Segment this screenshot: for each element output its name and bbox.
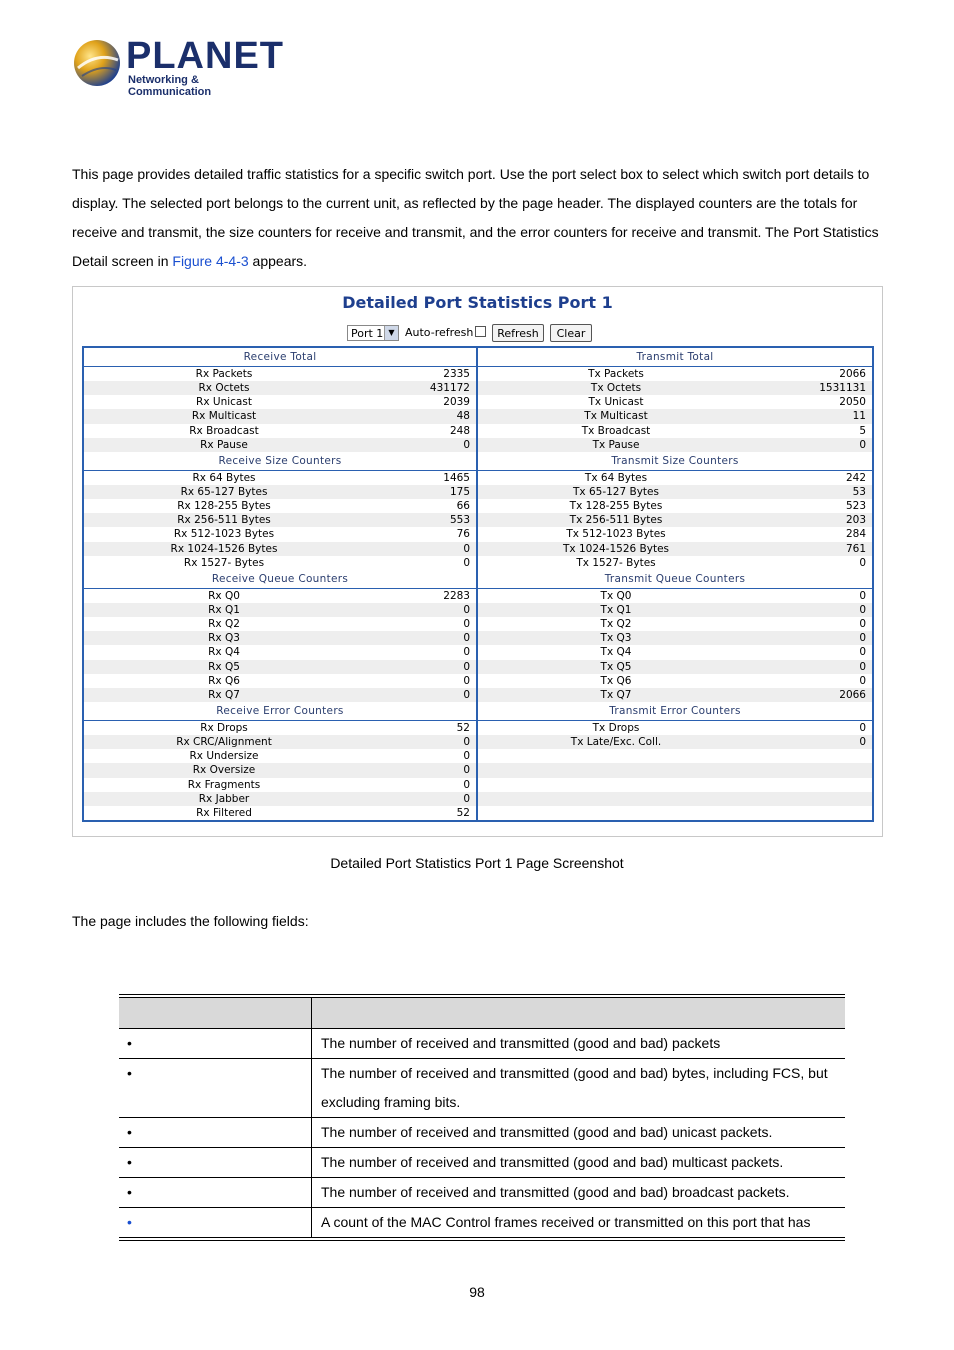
rx-counter-value: 0: [463, 736, 470, 749]
rx-counter-value: 76: [456, 528, 470, 541]
tx-counter-label: Tx Octets: [590, 382, 642, 395]
table-header: [119, 998, 845, 1029]
tx-counter-value: 242: [845, 471, 866, 484]
header-object-cell: [119, 998, 312, 1028]
rx-cell: [84, 806, 478, 820]
stats-row: [84, 806, 872, 820]
tx-cell: [478, 409, 872, 423]
rx-cell: [84, 471, 478, 485]
stats-row: [84, 513, 872, 527]
refresh-button[interactable]: Refresh: [492, 324, 544, 342]
rx-counter-label: Rx Q4: [208, 646, 240, 659]
figure-link[interactable]: Figure 4-4-3: [172, 253, 249, 269]
rx-counter-label: Rx Q7: [208, 688, 240, 701]
section-header: [84, 570, 872, 589]
field-row: [119, 1208, 845, 1238]
field-object-cell: [119, 1059, 312, 1117]
rx-counter-label: Rx Unicast: [196, 396, 252, 409]
field-table: [119, 994, 845, 1241]
tx-counter-value: 11: [852, 410, 866, 423]
rx-counter-value: 1465: [443, 471, 470, 484]
stats-row: [84, 409, 872, 423]
tx-counter-label: Tx 128-255 Bytes: [569, 500, 663, 513]
rx-counter-label: Rx 128-255 Bytes: [177, 500, 271, 513]
rx-counter-value: 0: [463, 603, 470, 616]
tx-counter-value: 0: [859, 632, 866, 645]
screenshot-frame: [72, 286, 883, 837]
tx-counter-label: Tx 1527- Bytes: [576, 556, 656, 569]
stats-row: [84, 603, 872, 617]
field-row: [119, 1178, 845, 1208]
rx-counter-value: 2335: [443, 368, 470, 380]
intro-text-end: appears.: [248, 253, 308, 269]
tx-cell: [478, 735, 872, 749]
field-description: The number of received and transmitted (good and bad) bytes, including FCS, but excluding framing bits.: [321, 1065, 828, 1110]
rx-cell: [84, 688, 478, 702]
tx-counter-value: 53: [852, 485, 866, 498]
rx-counter-value: 0: [463, 688, 470, 701]
rx-cell: [84, 735, 478, 749]
planet-logo: [72, 35, 284, 98]
tx-counter-label: Tx Q2: [600, 618, 632, 631]
rx-cell: [84, 603, 478, 617]
rx-counter-label: Rx Q3: [208, 632, 240, 645]
tx-cell: [478, 603, 872, 617]
tx-counter-label: Tx 512-1023 Bytes: [566, 528, 666, 541]
rx-cell: [84, 367, 478, 381]
tx-counter-value: 2066: [839, 368, 866, 380]
tx-counter-label: Tx Q0: [600, 589, 632, 602]
rx-counter-label: Rx 1024-1526 Bytes: [170, 542, 278, 555]
stats-row: [84, 721, 872, 735]
clear-button[interactable]: Clear: [550, 324, 592, 342]
rx-counter-value: 0: [463, 542, 470, 555]
stats-row: [84, 617, 872, 631]
tx-counter-label: Tx Q1: [600, 603, 632, 616]
stats-row: [84, 735, 872, 749]
tx-counter-value: 284: [845, 528, 866, 541]
rx-counter-label: Rx 1527- Bytes: [183, 556, 265, 569]
rx-cell: [84, 527, 478, 541]
tx-cell: [478, 645, 872, 659]
rx-counter-value: 52: [456, 806, 470, 819]
rx-section-title: Receive Queue Counters: [84, 570, 478, 588]
tx-counter-value: 0: [859, 556, 866, 569]
tx-cell: [478, 792, 872, 806]
intro-text: This page provides detailed traffic statistics for a specific switch port. Use the port select box to select which switch port details to display. The selected port belongs to the current unit, as reflected by the page header. The displayed counters are the totals for receive and transmit, the size counters for receive and transmit, and the error counters for receive and transmit. The Port Statistics Detail screen in: [72, 166, 879, 269]
tx-counter-value: 0: [859, 618, 866, 631]
rx-counter-value: 48: [456, 410, 470, 423]
tx-counter-label: Tx Q7: [600, 688, 632, 701]
stats-row: [84, 381, 872, 395]
rx-counter-value: 431172: [429, 382, 470, 395]
logo-tagline: Networking & Communication: [128, 74, 212, 98]
rx-counter-label: Rx Jabber: [198, 792, 250, 805]
tx-counter-value: 523: [845, 500, 866, 513]
field-row: [119, 1118, 845, 1148]
stats-row: [84, 424, 872, 438]
rx-counter-label: Rx 512-1023 Bytes: [173, 528, 275, 541]
rx-counter-value: 0: [463, 556, 470, 569]
field-row: [119, 1059, 845, 1118]
rx-cell: [84, 778, 478, 792]
rx-counter-value: 0: [463, 438, 470, 451]
field-object-cell: [119, 1178, 312, 1207]
tx-counter-label: Tx Q4: [600, 646, 632, 659]
rx-counter-label: Rx Multicast: [191, 410, 257, 423]
field-object-cell: [119, 1208, 312, 1237]
tx-counter-value: 0: [859, 660, 866, 673]
rx-cell: [84, 617, 478, 631]
tx-section-title: Transmit Size Counters: [611, 454, 739, 467]
field-description: The number of received and transmitted (good and bad) packets: [321, 1035, 721, 1051]
bullet-icon: •: [127, 1035, 132, 1051]
tx-counter-label: Tx 65-127 Bytes: [573, 485, 659, 498]
rx-cell: [84, 485, 478, 499]
rx-counter-value: 0: [463, 632, 470, 645]
tx-counter-value: 0: [859, 646, 866, 659]
tx-counter-label: Tx Multicast: [584, 410, 648, 423]
stats-row: [84, 589, 872, 603]
stats-row: [84, 645, 872, 659]
tx-cell: [478, 674, 872, 688]
rx-cell: [84, 749, 478, 763]
stats-row: [84, 763, 872, 777]
globe-icon: [72, 38, 122, 88]
field-description: The number of received and transmitted (good and bad) broadcast packets.: [321, 1184, 790, 1200]
tx-counter-value: 0: [859, 721, 866, 734]
tx-section-title: Transmit Queue Counters: [604, 572, 746, 585]
stats-row: [84, 395, 872, 409]
tx-cell: [478, 424, 872, 438]
tx-counter-value: 203: [845, 514, 866, 527]
rx-counter-value: 0: [463, 792, 470, 805]
rx-counter-label: Rx 65-127 Bytes: [180, 485, 268, 498]
rx-section-title: Receive Total: [84, 348, 478, 366]
tx-counter-label: Tx Drops: [592, 721, 640, 734]
rx-cell: [84, 381, 478, 395]
stats-row: [84, 749, 872, 763]
tx-cell: [478, 381, 872, 395]
stats-row: [84, 471, 872, 485]
tx-counter-value: 0: [859, 603, 866, 616]
logo-wordmark: PLANET: [126, 35, 284, 77]
tx-counter-label: Tx Late/Exc. Coll.: [570, 736, 662, 749]
rx-cell: [84, 556, 478, 570]
bullet-icon: •: [127, 1214, 132, 1230]
tx-section-title: Transmit Total: [636, 351, 714, 363]
tx-cell: [478, 631, 872, 645]
port-statistics-table: [82, 346, 874, 822]
stats-row: [84, 631, 872, 645]
section-header: [84, 452, 872, 471]
port-select[interactable]: [347, 325, 399, 341]
tx-section-title: Transmit Error Counters: [609, 704, 741, 717]
tx-counter-label: Tx Packets: [588, 368, 644, 380]
field-object-cell: [119, 1118, 312, 1147]
stats-row: [84, 556, 872, 570]
auto-refresh-label: Auto-refresh: [405, 326, 474, 339]
bullet-icon: •: [127, 1154, 132, 1170]
rx-counter-value: 0: [463, 764, 470, 777]
rx-counter-label: Rx Octets: [198, 382, 250, 395]
tx-counter-label: Tx Broadcast: [581, 424, 651, 437]
section-header: [84, 348, 872, 367]
tx-counter-label: Tx 1024-1526 Bytes: [563, 542, 669, 555]
rx-counter-label: Rx 64 Bytes: [192, 471, 256, 484]
field-description: A count of the MAC Control frames received or transmitted on this port that has: [321, 1214, 811, 1230]
rx-cell: [84, 542, 478, 556]
tx-cell: [478, 589, 872, 603]
stats-row: [84, 688, 872, 702]
stats-row: [84, 367, 872, 381]
figure-caption: Detailed Port Statistics Port 1 Page Screenshot: [330, 855, 624, 871]
auto-refresh-checkbox[interactable]: [475, 326, 486, 337]
rx-counter-value: 0: [463, 674, 470, 687]
rx-cell: [84, 424, 478, 438]
tx-cell: [478, 513, 872, 527]
fields-intro: The page includes the following fields:: [72, 913, 309, 929]
rx-counter-label: Rx Q1: [208, 603, 240, 616]
stats-row: [84, 527, 872, 541]
rx-counter-label: Rx Undersize: [189, 750, 259, 763]
tx-cell: [478, 485, 872, 499]
rx-counter-label: Rx Broadcast: [189, 424, 259, 437]
tx-counter-label: Tx Q6: [600, 674, 632, 687]
rx-cell: [84, 589, 478, 603]
rx-counter-label: Rx Pause: [200, 438, 248, 451]
chevron-down-icon: ▼: [384, 326, 398, 340]
tx-cell: [478, 527, 872, 541]
rx-cell: [84, 395, 478, 409]
tx-counter-value: 0: [859, 736, 866, 749]
rx-counter-label: Rx Packets: [195, 368, 253, 380]
tx-cell: [478, 471, 872, 485]
field-description: The number of received and transmitted (good and bad) unicast packets.: [321, 1124, 773, 1140]
rx-cell: [84, 645, 478, 659]
rx-counter-value: 248: [449, 424, 470, 437]
stats-row: [84, 660, 872, 674]
section-header: [84, 702, 872, 721]
screenshot-title: Detailed Port Statistics Port 1: [342, 293, 613, 312]
field-row: [119, 1029, 845, 1059]
field-object-cell: [119, 1148, 312, 1177]
stats-row: [84, 485, 872, 499]
rx-counter-value: 66: [456, 500, 470, 513]
tx-counter-label: Tx Pause: [592, 438, 640, 451]
bullet-icon: •: [127, 1124, 132, 1140]
rx-cell: [84, 792, 478, 806]
rx-cell: [84, 674, 478, 688]
tx-cell: [478, 367, 872, 381]
tx-cell: [478, 617, 872, 631]
rx-cell: [84, 513, 478, 527]
rx-cell: [84, 631, 478, 645]
rx-counter-value: 175: [449, 485, 470, 498]
tx-counter-value: 761: [845, 542, 866, 555]
page-number: 98: [469, 1284, 485, 1300]
tx-counter-label: Tx Q5: [600, 660, 632, 673]
rx-counter-value: 0: [463, 660, 470, 673]
stats-row: [84, 499, 872, 513]
tx-counter-value: 0: [859, 438, 866, 451]
rx-counter-label: Rx Q0: [208, 589, 240, 602]
tx-cell: [478, 542, 872, 556]
rx-counter-label: Rx Fragments: [187, 778, 261, 791]
rx-cell: [84, 438, 478, 452]
rx-counter-value: 2039: [443, 396, 470, 409]
tx-counter-value: 0: [859, 674, 866, 687]
tx-counter-label: Tx Unicast: [588, 396, 644, 409]
rx-cell: [84, 499, 478, 513]
intro-paragraph: [72, 160, 887, 276]
tx-cell: [478, 763, 872, 777]
rx-counter-label: Rx Q6: [208, 674, 240, 687]
rx-counter-label: Rx Q5: [208, 660, 240, 673]
tx-counter-label: Tx 64 Bytes: [584, 471, 648, 484]
bullet-icon: •: [127, 1184, 132, 1200]
tx-cell: [478, 806, 872, 820]
rx-section-title: Receive Error Counters: [84, 702, 478, 720]
tx-counter-value: 5: [859, 424, 866, 437]
tx-counter-value: 2050: [839, 396, 866, 409]
tx-counter-value: 2066: [839, 688, 866, 701]
rx-counter-value: 0: [463, 646, 470, 659]
rx-counter-value: 553: [449, 514, 470, 527]
rx-counter-value: 52: [456, 721, 470, 734]
stats-row: [84, 542, 872, 556]
stats-row: [84, 438, 872, 452]
table-bottom-rule: [119, 1238, 845, 1241]
tx-cell: [478, 556, 872, 570]
rx-counter-label: Rx 256-511 Bytes: [177, 514, 271, 527]
tx-cell: [478, 688, 872, 702]
rx-cell: [84, 409, 478, 423]
bullet-icon: •: [127, 1065, 132, 1081]
rx-cell: [84, 660, 478, 674]
rx-counter-label: Rx Drops: [200, 721, 248, 734]
tx-counter-label: Tx Q3: [600, 632, 632, 645]
rx-cell: [84, 763, 478, 777]
rx-counter-value: 0: [463, 778, 470, 791]
rx-section-title: Receive Size Counters: [84, 452, 478, 470]
port-select-value: Port 1: [351, 327, 384, 340]
rx-counter-value: 0: [463, 750, 470, 763]
rx-counter-label: Rx Q2: [208, 618, 240, 631]
tx-cell: [478, 438, 872, 452]
field-object-cell: [119, 1029, 312, 1058]
rx-counter-value: 0: [463, 618, 470, 631]
tx-cell: [478, 660, 872, 674]
stats-row: [84, 674, 872, 688]
rx-counter-value: 2283: [443, 589, 470, 602]
field-row: [119, 1148, 845, 1178]
tx-counter-label: Tx 256-511 Bytes: [569, 514, 663, 527]
tx-cell: [478, 778, 872, 792]
tx-cell: [478, 721, 872, 735]
stats-row: [84, 778, 872, 792]
rx-counter-label: Rx Oversize: [192, 764, 256, 777]
tx-counter-value: 0: [859, 589, 866, 602]
rx-cell: [84, 721, 478, 735]
field-description: The number of received and transmitted (good and bad) multicast packets.: [321, 1154, 784, 1170]
rx-counter-label: Rx CRC/Alignment: [176, 736, 272, 749]
tx-cell: [478, 499, 872, 513]
tx-counter-value: 1531131: [819, 382, 866, 395]
tx-cell: [478, 749, 872, 763]
stats-row: [84, 792, 872, 806]
tx-cell: [478, 395, 872, 409]
rx-counter-label: Rx Filtered: [196, 806, 252, 819]
